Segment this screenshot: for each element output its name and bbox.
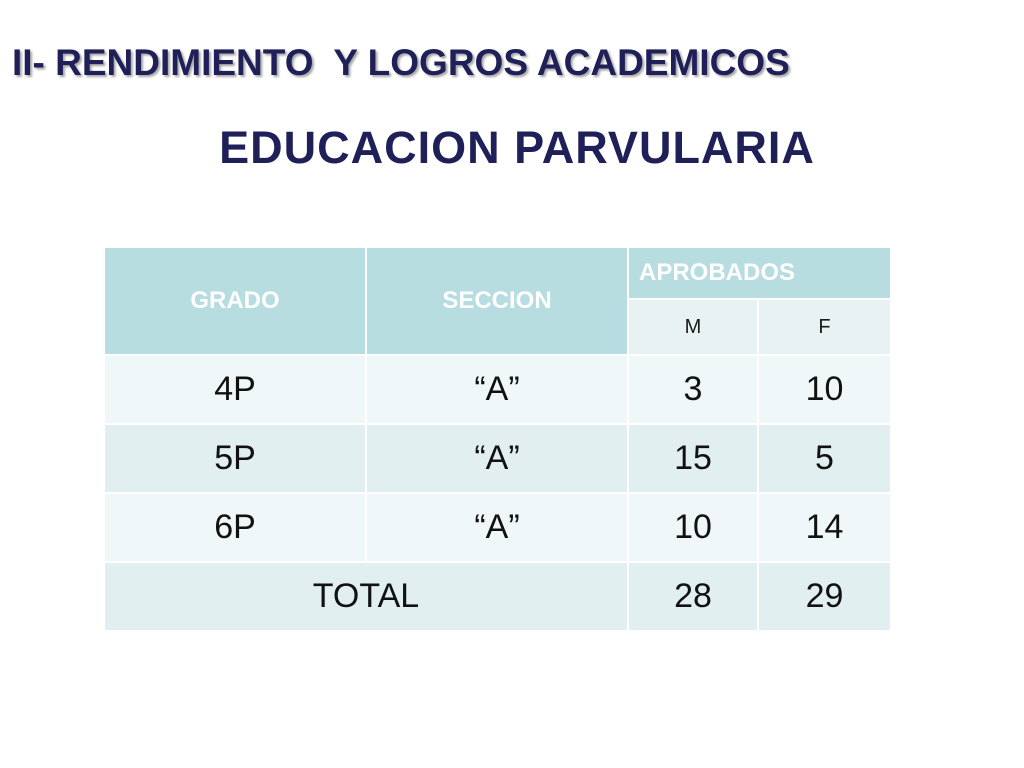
cell-m: 15 [628, 424, 758, 493]
table-row [104, 493, 891, 562]
header-seccion: SECCION [366, 247, 628, 355]
cell-grado: 4P [104, 355, 366, 424]
total-f: 29 [758, 562, 891, 631]
cell-m: 3 [628, 355, 758, 424]
slide-subheading: EDUCACION PARVULARIA [219, 122, 815, 173]
results-table [103, 246, 892, 632]
cell-grado: 6P [104, 493, 366, 562]
cell-f: 10 [758, 355, 891, 424]
total-row [104, 562, 891, 631]
header-m: M [628, 299, 758, 355]
cell-f: 5 [758, 424, 891, 493]
table-row [104, 424, 891, 493]
header-aprobados: APROBADOS [628, 247, 891, 299]
cell-m: 10 [628, 493, 758, 562]
cell-f: 14 [758, 493, 891, 562]
total-m: 28 [628, 562, 758, 631]
header-row-top [104, 247, 891, 299]
cell-grado: 5P [104, 424, 366, 493]
header-f: F [758, 299, 891, 355]
cell-seccion: “A” [366, 355, 628, 424]
cell-seccion: “A” [366, 493, 628, 562]
slide-heading: II- RENDIMIENTO Y LOGROS ACADEMICOS [12, 42, 790, 83]
cell-seccion: “A” [366, 424, 628, 493]
header-grado: GRADO [104, 247, 366, 355]
table-row [104, 355, 891, 424]
total-label: TOTAL [104, 562, 628, 631]
